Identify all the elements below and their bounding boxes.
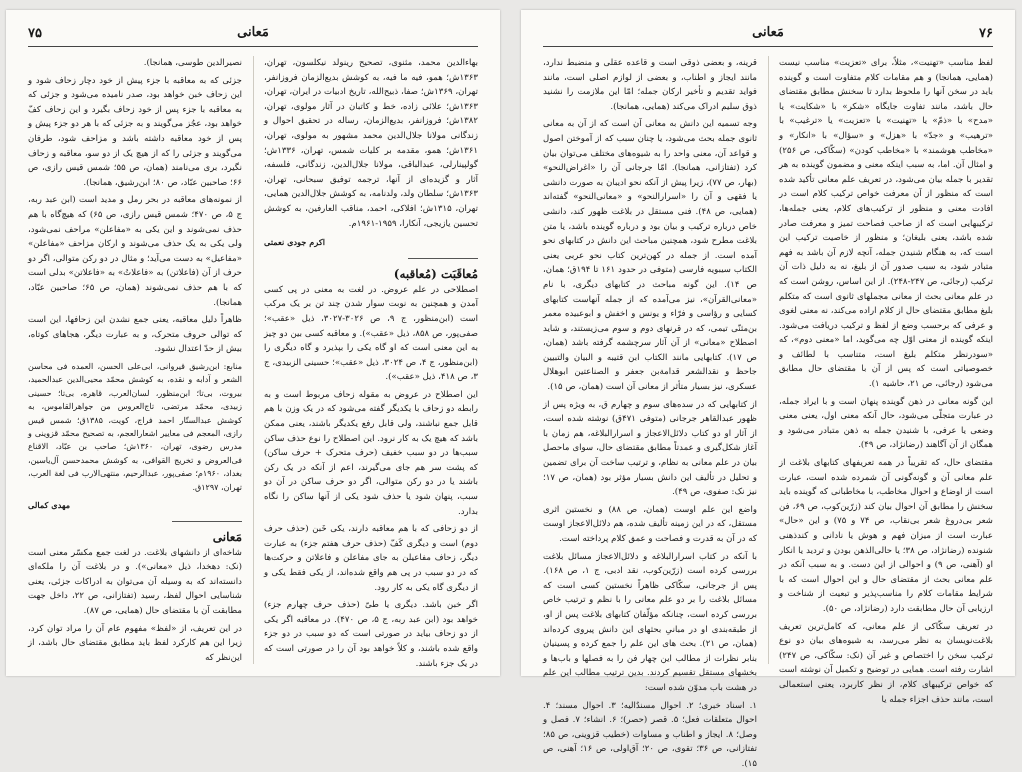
bibliography: بهاءالدین محمد، مثنوی، تصحیح رینولد نیکلسون، تهران، ۱۳۶۳ش؛ همو، فیه ما فیه، به کوشش بدیع‌الزمان فروزانفر، تهران، ۱۳۶۹ش؛ صفا، ذبیح‌الله، تاریخ ادبیات در ایران، تهران، ۱۳۶۳ش؛ علائی زاده، خط و کاتبان در آثار مولوی، تهران، ۱۳۸۲ش؛ فروزانفر، بدیع‌الزمان، رساله در تحقیق احوال و زندگانی مولانا جلال‌الدین محمد مشهور به مولوی، تهران، ۱۳۶۱ش؛ همو، مقدمه بر کلیات شمس، تهران، ۱۳۳۶ش؛ گولپینارلی، عبدالباقی، مولانا جلال‌الدین، زندگانی، فلسفه، آثار و گزیده‌ای از آنها، ترجمه توفیق سبحانی، تهران، ۱۳۶۳ش؛ سلطان ولد، ولدنامه، به کوشش جلال‌الدین همایی، تهران، ۱۳۱۵ش؛ افلاکی، احمد، مناقب العارفین، به کوشش تحسین یازیجی، آنکارا، ۱۹۵۹-۱۹۶۱م. [264,58,478,229]
paragraph: ظاهراً دلیل معاقبه، یعنی جمع نشدن این زحافها، این است که توالی حروف متحرک، و به عبارت دیگر، هجاهای کوتاه، بیش از حدّ اعتدال نشود. [28,315,242,355]
paragraph: اگر خبن باشد. دیگری یا طیّ (حذف حرف چهارم جزء) خواهد بود (ابن عبد ربه، ج ۵، ص ۴۷۰). در معاقبه اگر یکی از دو زحاف بیاید در صورتی است که دو سبب در دو جزء واقع شده باشند، و کلاً خواهد بود آن را در صورتی است که در یک جزء باشند. [264,600,478,669]
paragraph: از کتابهایی که در سده‌های سوم و چهارم ق، به ویژه پس از ظهور عبدالقاهر جرجانی (متوفی ۴۷۱ق) نوشته شده است، از آثار او دو کتاب دلائل‌الاعجاز و اسرارالبلاغه، هم زمان با آغاز شکل‌گیری و عمدتاً مطابق مقتضای حال، سوای ماحصل بیان در علم معانی به نظام، و ترتیب ساخت آن برای تضمین و تحلیل در تألیف این دانش بسیار مؤثر بود (همان، ص ۱۷؛ نیز نک: صفوی، ص ۴۹). [543,399,758,498]
text-column-right [779,56,994,705]
column-separator [768,56,769,664]
paragraph: ۱. اسناد خبری؛ ۲. احوال مسندٌالیه؛ ۳. احوال مسند؛ ۴. احوال متعلقات فعل؛ ۵. قصر (حصر)؛ ۶. انشاء؛ ۷. فصل و وصل؛ ۸. ایجاز و اطناب و مساوات (خطیب قزوینی، ص ۸۵؛ تفتازانی، ص ۳۶؛ تقوی، ص ۲۰؛ آق‌اولی، ص ۱۶؛ آهنی، ص ۱۵). [543,700,757,769]
paragraph: این گونه معانی در ذهن گوینده پنهان است و با ایراد جمله، در عبارت متجلّی می‌شود، حال آنکه معنی اول، یعنی معنی وضعی یا عرفی، با شنیدن جمله به ذهن متبادر می‌شود و همگان از آن آگاهند (رضانژاد، ص ۴۹). [779,396,993,451]
paragraph: اصطلاحی در علم عروض. در لغت به معنی در پی کسی آمدن و همچنین به نوبت سوار شدن چند تن بر یک مرکب است (ابن‌منظور، ج ۹، ص ۳۰۲۶-۳۰۲۷، ذیل «عقب»؛ صفی‌پور، ص ۸۵۸، ذیل «عقب»). و معاقبه کسی بین دو چیز به این معنی است که او گاه یکی را بپذیرد و گاه دیگری را (ابن‌منظور، ج ۴، ص ۳۰۲۴، ذیل «عقب»؛ حسینی الزبیدی، ج ۳، ص ۴۱۸، ذیل «عقب»). [264,284,478,383]
divider [408,258,478,259]
right-page [521,10,1015,769]
bibliography: منابع: ابن‌رشیق قیروانی، ابی‌علی الحسن، العمده فی محاسن الشعر و آدابه و نقده، به کوشش محمّد محیی‌الدین عبدالحمید، بیروت، بی‌تا؛ ابن‌منظور، لسان‌العرب، قاهره، بی‌تا؛ حسینی زبیدی، محمّد مرتضی، تاج‌العروس من جواهرالقاموس، به کوشش عبدالستّار احمد فراج، کویت، ۱۳۸۵ق؛ شمس قیس رازی، المعجم فی معاییر اشعارالعجم، به تصحیح محمّد قزوینی و مدرس رضوی، تهران، ۱۳۶۰ش؛ صاحب بن عبّاد، الاقناع فی‌العروض و تخریج القوافی، به کوشش محمدحسن آل‌یاسین، بغداد، ۱۹۶۰م؛ صفی‌پور، عبدالرحیم، منتهی‌الارب فی لغة العرب، تهران، ۱۲۹۷ق. [28,361,242,492]
left-page [6,10,500,676]
paragraph: واضع این علم اوست (همان، ص ۸۸) و نخستین اثری مستقل، که در این زمینه تألیف شده، هم دلائل‌الاعجاز اوست که در آن به قدرت و فصاحت و عمق کلام پرداخته است. [543,504,757,544]
text-column-left [28,56,242,664]
author-signature: اکرم جودی نعمتی [264,237,326,248]
paragraph: مقتضای حال، که تقریباً در همه تعریفهای کتابهای بلاغت از علم معانی آن و گونه‌گونی آن شمرده شده است، عبارت است از اوضاع و احوال مخاطب، با مخاطبانی که گوینده باید سخنش را مطابق آن احوال بیان کند (زرّین‌کوب، ص ۶۹، فن شعر بی‌دروغ شعر بی‌نقاب، ص ۷۴ و ۷۵) و این «حال» عبارت است از میزان فهم و هوش یا نادانی و کندذهنی شنونده (رضانژاد، ص ۳۸؛ یا حالی‌الذهن بودن و تردید یا انکار او (آهنی، ص ۹) و احوالی از این دست. و به سبب آنکه در علم معانی بحث از مقتضای حال و این احوال است که با شرایط مقامات کلام را مناسب‌پذیر و تبعیت از شناخت و ارزیابی آن حال مطابقت دارد (رضانژاد، ص ۵۰). [779,458,994,614]
paragraph: در تعریف سکّاکی از علم معانی، که کامل‌ترین تعریف بلاغت‌نویسان به نظر می‌رسد، به شیوه‌های بیان دو نوع ترکیب سخن را اختصاص و غیر آن (نک: سکّاکی، ص ۲۴۷) اشارت رفته است. همایی در توضیح و تکمیل آن نوشته است که خواص ترکیبهای کلام، از نظر کاربرد، یعنی استعمالی است، مانند حذف اجزاء جمله یا [779,621,993,705]
entry-heading: مَعانی [212,529,242,544]
paragraph: از دو زحافی که با هم معاقبه دارند، یکی خَبن (حذف حرف دوم) است و دیگری کَفّ (حذف حرف هفتم جزء) به عبارت دیگر، زحاف مفاعیلن به جای مفاعلن و فاعلاتن و حرکت‌ها که در دو سبب در پی هم واقع شده‌اند، از یکی فقط یکی و از دیگری گاه یکی به کار رود. [264,524,478,593]
paragraph: نصیرالدین طوسی، همانجا). [143,58,242,68]
paragraph: قرینه، و بعضی ذوقی است و قاعده عقلی و منضبط ندارد، مانند ایجاز و اطناب، و بعضی از لوازم اصلی است، مانند فواید تقدیم و تأخیر ارکان جمله؛ امّا این ملازمت را نشنید ذوق سلیم ادراک می‌کند (همایی، همانجا). [543,58,757,112]
column-separator [253,56,254,664]
divider [172,521,242,522]
paragraph: با آنکه در کتاب اسرارالبلاغه و دلائل‌الاعجاز مسائل بلاغت بررسی کرده است (زرّین‌کوب، نقد ادبی، ج ۱، ص ۱۶۸). پس از جرجانی، سکّاکی ظاهراً نخستین کسی است که مسائل بلاغت را بر دو علم معانی را با نظم و ترتیب خاص بررسی کرده است، چنانکه مؤلّفان کتابهای بلاغت پس از او، از طبقه‌بندی او در مبانیِ بحثهای این دانش پیروی کرده‌اند (همان، ص ۲۱). بحث های این علم را جمع کرده و پسینیان بنابر نظرات از مطالب این چهار فن را به فصلها و باب‌ها و بخشهای مستقل تقسیم کردند. بدین ترتیب مطالب این علم در هشت باب مدوّن شده است: [543,551,757,693]
text-column-left [543,56,758,769]
author-signature: مهدی کمالی [28,499,71,510]
paragraph: شاخه‌ای از دانشهای بلاغت. در لغت جمع مکسّر معنی است (نک: دهخدا، ذیل «معانی»). و در بلاغت آن را ملکه‌ای دانسته‌اند که به وسیله آن می‌توان به ادراکات جزئی، یعنی شناسایی احوال لفظ، رسید (تفتازانی، ص ۲۲، داخل جهت مطابقت آن با مقتضای حال (همایی، ص ۸۷). [28,547,243,616]
paragraph: در این تعریف، از «لفظ» مفهوم عام آن را مراد توان کرد، زیرا این هم کارکرد لفظ باید مطابق مقتضای حال باشد، از این‌نظر که [28,623,242,663]
paragraph: جزئی که به معاقبه با جزء پیش از خود دچار زحاف شود و این زحاف خبن خواهد بود، صدر نامیده می‌شود و جزئی که به معاقبه با جزء پس از خود زحاف بگیرد و این زحاف کفّ خواهد بود، عجُز می‌گویند و به جزئی که با هر دو جزء پیش و پس از خود معاقبه داشته باشد و مزاحف شود، طرفان می‌گویند و جزئی را که از هیچ یک از دو سو، معاقبه و زحاف نگیرد، بری می‌نامند (همان، ص ۵۵؛ شمس قیس رازی، ص ۶۶؛ صاحبین عبّاد، ص ۸۰؛ ابن‌رشیق، همانجا). [28,75,242,188]
paragraph: این اصطلاح در عروض به مقوله زحاف مربوط است و به رابطه دو زحاف با یکدیگر گفته می‌شود که در یک وزن با هم قابل جمع نباشند، ولی قابل رفع یکدیگر باشند، یعنی ممکن باشد که هیچ یک به کار نرود. این اصطلاح را نوع حذف ساکن سبب‌ها در دو سبب خفیف (حرف متحرک + حرف ساکن) که پشت سر هم جای می‌گیرند، اعم از آنکه در یک رکن باشند یا در دو رکن متوالی، اگر دو حرف ساکن در آن دو سبب، پنهان شود یا حذف شود یکی از آنها ساکن را نگاه بدارد. [264,389,478,517]
page-header [28,24,478,47]
page-number: ۷۶ [979,26,993,41]
page-number: ۷۵ [28,26,42,41]
text-column-right [264,56,478,669]
page-header [543,24,993,47]
entry-heading: مُعاقَبَت (مُعاقبه) [393,266,478,281]
paragraph: لفظ مناسب «تهنیت»، مثلاً، برای «تعزیت» مناسب نیست (همایی، همانجا) و هم مقامات کلام متفاوت است و گوینده باید در سخن آنها را ملحوظ بدارد تا سخنش مطابق مقتضای حال باشد، مانند تفاوت جایگاه «شکر» با «شکایت» یا «مدح» با «ذمّ» یا «تهنیت» با «تعزیت» یا «ترغیب» با «ترهیب» و «جدّ» با «هزل» و «سؤال» با «انکار» و «مخاطب هوشمند» با «مخاطب کودن» (سکّاکی، ص ۲۵۶) و امثال آن. اما، به سبب اینکه معنی و مضمون گوینده به هر تقدیر با جمله بیان می‌شود، در تعریف علم معانی تأکید شده است که منظور از آن معرفت خواص ترکیب کلام است در افادت معنی و منظور از ترکیب‌های کلام، یعنی جمله‌ها، ترکیبهایی است که از صاحب فصاحت تمیز و معرفت صادر شده باشد، یعنی بلیغان؛ و منظور از خاصیت ترکیب این است که، به هنگام شنیدن جمله، آنچه لازم آن باشد به فهم متبادر شود، به سبب صدور آن از بلیغ، نه به دلیل ذات آن ترکیب (رجائی، ص ۲۴۷-۲۴۸). از این اساس، روشن است که در علم معانی بحث از معانی مجملهای ثانوی است که متکلم بلیغ مطابق مقتضای حال از کلام اراده می‌کند، نه معنی لغوی و عرفی که برحسب وضع از لفظ و ترکیب دریافت می‌شود. اینکه گوینده از معنی اوّل چه می‌گوید، اما «معنی دوم»، که «سودرنظر متکلم بلیغ است، متناسب با لطائف و خصوصیاتی است که پس از آن با مقتضای حال مطابق می‌شود (رجائی، ص ۲۱، حاشیه ۱). [779,58,993,390]
paragraph: وجه تسمیه این دانش به معانی آن است که از آن به معانی ثانوی جمله بحث می‌شود، یا چنان سبب که از آموختن اصول و قواعد آن، معنی واحد را به شیوه‌های مختلف می‌توان بیان کرد (تفتازانی، همانجا). امّا جرجانی آن را «اغراض‌النحو» (بهار، ص ۷۷)، زیرا پیش از آنکه نحو ادیبان به صورت دانشی یا فقهی و آن را «اسرارالنحو» و «معانی‌النحو» گفته‌اند (همایی، ص ۴۸). فنی مستقل در بلاغت ظهور کند، دانشی خاص درباره ترکیب و بیان بود و درباره گوینده باشد، یا متن بلاغت مطرح شود، همچنین مباحث این دانش در کتابهای نحو آمده است. از جمله در کهن‌ترین کتاب نحو عربی یعنی الکتاب سیبویه فارسی (متوفی در حدود ۱۶۱ تا ۱۹۴ق؛ همان، ص ۱۴). این گونه مباحث در کتابهای دیگری، با نام «معانی‌القرآن»، نیز می‌آمده که از جمله آنهاست کتابهای کسایی و رؤاسی و فرّاء و یونس و اخفش و ابوعبیده معمر بن‌مثنّی تیمی، که در قرنهای دوم و سوم می‌زیستند، و شاید اصطلاح «معانی» از آن آثار سرچشمه گرفته باشد (همان، ص ۱۷). کتابهایی مانند الکتاب ابن قتیبه و البیان والتبیین جاحظ و نقدالشعر قدامةبن جعفر و الصناعتین ابوهلال عسکری، نیز بسیار متأثر از معانی آن است (همان، ص ۱۵). [543,119,758,393]
running-title: مَعانی [237,25,269,40]
running-title: مَعانی [752,25,784,40]
paragraph: از نمونه‌های معاقبه در بحر رمل و مدید است (ابن عبد ربه، ج ۵، ص ۴۷۰؛ شمس قیس رازی، ص ۶۵) که هیچ‌گاه با هم حذف نمی‌شوند و این یکی به «مفاعلن» مراحف نمی‌شود، ولی یکی به یک حذف می‌شوند و ارکان مزاحف «مفاعلن» «مفاعیل» به دست می‌آید؛ و مثال در دو رکن متوالی، اگر دو حرف از آن (فاعلاتن) به «فاعلاتُ» به «فاعلاتن» بدلی است که با هم حذف نمی‌شوند (همان، ص ۶۵؛ صاحبین عبّاد، همانجا). [28,195,242,308]
